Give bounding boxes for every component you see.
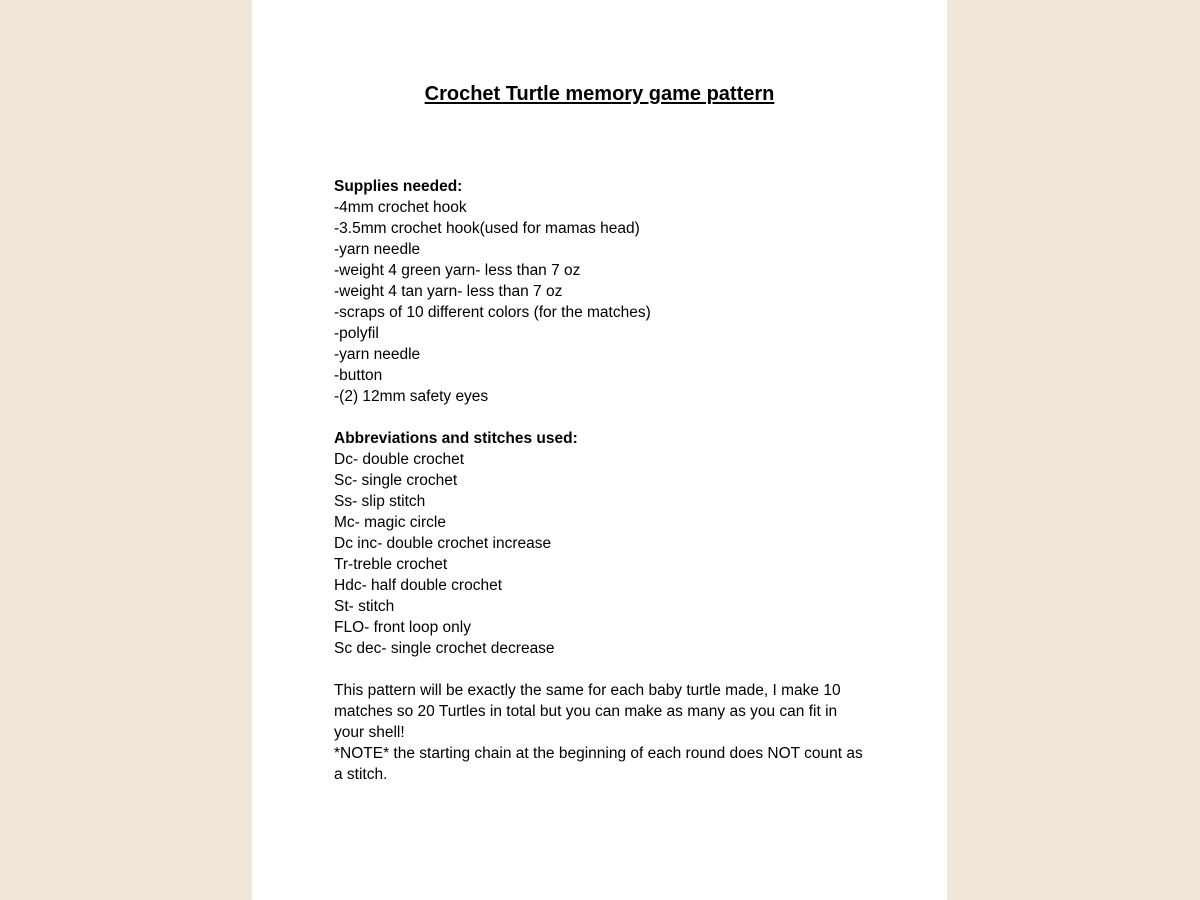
supplies-heading: Supplies needed:: [334, 178, 463, 195]
supply-item: -scraps of 10 different colors (for the matches): [334, 304, 651, 321]
supply-item: -polyfil: [334, 325, 379, 342]
abbreviation-item: Sc dec- single crochet decrease: [334, 640, 555, 657]
abbreviation-item: Sc- single crochet: [334, 472, 458, 489]
supply-item: -weight 4 tan yarn- less than 7 oz: [334, 283, 563, 300]
supply-item: -4mm crochet hook: [334, 199, 467, 216]
note-paragraph: *NOTE* the starting chain at the beginning of each round does NOT count as a stitch.: [334, 745, 863, 783]
abbreviation-item: Dc inc- double crochet increase: [334, 535, 552, 552]
abbreviations-heading: Abbreviations and stitches used:: [334, 430, 578, 447]
document-body: [334, 176, 864, 806]
abbreviations-section: [334, 428, 864, 659]
abbreviation-item: Dc- double crochet: [334, 451, 465, 468]
document-title: Crochet Turtle memory game pattern: [424, 83, 775, 105]
abbreviation-item: Hdc- half double crochet: [334, 577, 503, 594]
supply-item: -yarn needle: [334, 346, 421, 363]
abbreviation-item: St- stitch: [334, 598, 395, 615]
abbreviation-item: FLO- front loop only: [334, 619, 471, 636]
supply-item: -weight 4 green yarn- less than 7 oz: [334, 262, 581, 279]
supply-item: -button: [334, 367, 383, 384]
supplies-section: [334, 176, 864, 407]
notes-section: [334, 680, 864, 785]
supply-item: -yarn needle: [334, 241, 421, 258]
abbreviation-item: Ss- slip stitch: [334, 493, 426, 510]
notes-paragraph: This pattern will be exactly the same for each baby turtle made, I make 10 matches so 20 Turtles in total but you can make as many as you can fit in your shell!: [334, 682, 841, 741]
supply-item: -3.5mm crochet hook(used for mamas head): [334, 220, 640, 237]
abbreviation-item: Mc- magic circle: [334, 514, 446, 531]
document-page: [252, 0, 947, 900]
abbreviation-item: Tr-treble crochet: [334, 556, 448, 573]
supply-item: -(2) 12mm safety eyes: [334, 388, 489, 405]
